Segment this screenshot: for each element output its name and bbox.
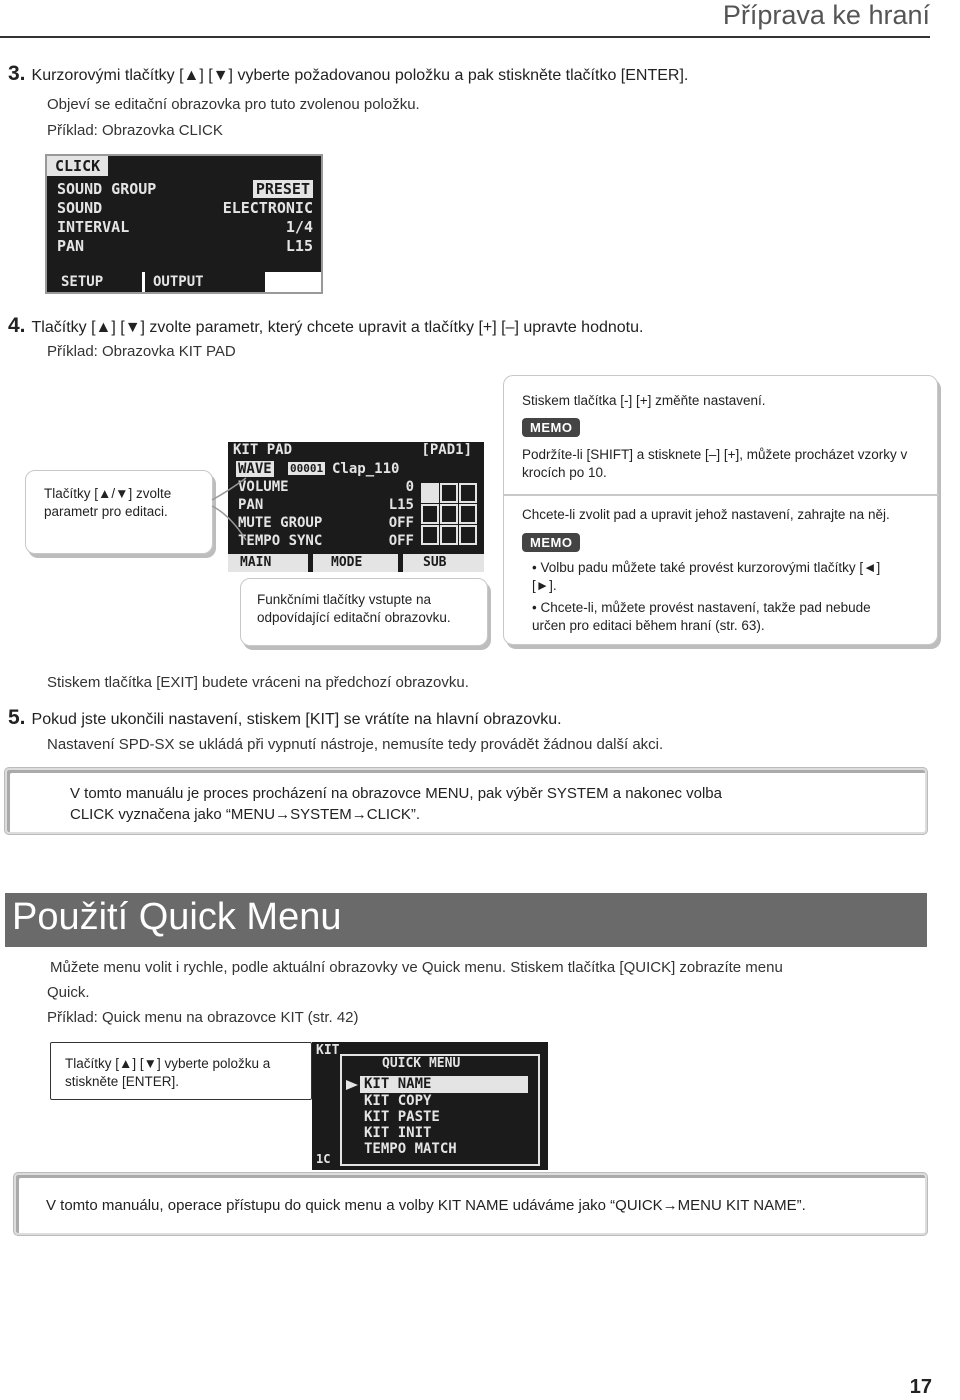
step-3-line2: Příklad: Obrazovka CLICK: [47, 122, 223, 139]
page-header-title: Příprava ke hraní: [722, 0, 930, 30]
kitpad-title: KIT PAD: [233, 442, 293, 458]
kitpad-tab-sub: SUB: [403, 554, 484, 572]
callout-select-pad-text: Chcete-li zvolit pad a upravit jehož nastavení, zahrajte na něj.: [522, 507, 890, 522]
step-5-line1: Nastavení SPD-SX se ukládá při vypnutí nástroje, nemusíte tedy provádět žádnou další akci.: [47, 736, 664, 753]
memo-badge: MEMO: [522, 418, 580, 437]
memo-bullet-2-text: Chcete-li, můžete provést nastavení, takže pad nebude určen pro editaci během hraní (str. 63).: [532, 600, 871, 634]
click-row-sound-group: [47, 180, 321, 199]
click-row-value: 1/4: [285, 218, 313, 236]
quick-item-kit-init: KIT INIT: [364, 1125, 432, 1141]
kitpad-row-label: TEMPO SYNC: [238, 533, 323, 549]
callout-function-buttons-text: Funkčními tlačítky vstupte na odpovídající editační obrazovku.: [257, 592, 451, 626]
kitpad-wave-name: Clap_110: [332, 461, 400, 477]
click-tab-output: OUTPUT: [145, 272, 265, 292]
kitpad-row-value: 0: [405, 479, 414, 495]
quick-bg-kit-label: KIT: [316, 1043, 340, 1058]
click-screen-title: CLICK: [47, 156, 108, 176]
note-box-quick-path: [14, 1173, 927, 1235]
callout-quick-select-text: Tlačítky [▲] [▼] vyberte položku a stiskněte [ENTER].: [65, 1056, 271, 1090]
callout-settings-info: [503, 375, 938, 645]
note-box-line2: CLICK vyznačena jako “MENU→SYSTEM→CLICK”.: [70, 806, 421, 823]
step-5: [8, 706, 562, 730]
click-row-interval: [47, 218, 321, 237]
quick-menu-title: QUICK MENU: [382, 1056, 461, 1071]
kitpad-row-value: OFF: [388, 533, 414, 549]
quick-side-label: 1C: [316, 1152, 331, 1166]
quick-item-kit-copy: KIT COPY: [364, 1093, 432, 1109]
pad-grid-icon: [420, 482, 480, 548]
section-line1: Můžete menu volit i rychle, podle aktuální obrazovky ve Quick menu. Stiskem tlačítka [QUICK] zobrazíte menu: [50, 959, 783, 976]
step-4: [8, 314, 643, 338]
memo-bullet-1-text: Volbu padu můžete také provést kurzorovými tlačítky [◄][►].: [532, 560, 881, 594]
callout-select-parameter: [25, 470, 213, 554]
kitpad-tab-main: MAIN: [228, 554, 308, 572]
step-5-text: Pokud jste ukončili nastavení, stiskem [KIT] se vrátíte na hlavní obrazovku.: [31, 711, 562, 728]
callout-select-parameter-text: Tlačítky [▲/▼] zvolte parametr pro editaci.: [44, 486, 172, 520]
callout-divider: [504, 494, 939, 496]
click-tab-setup: SETUP: [47, 272, 142, 292]
exit-instruction: Stiskem tlačítka [EXIT] budete vráceni na předchozí obrazovku.: [47, 674, 469, 691]
kit-pad-screen: [228, 442, 484, 572]
quick-item-kit-paste: KIT PASTE: [364, 1109, 440, 1125]
kitpad-tab-mode: MODE: [313, 554, 398, 572]
step-4-line1: Příklad: Obrazovka KIT PAD: [47, 343, 236, 360]
memo-1-text: Podržíte-li [SHIFT] a stisknete [–] [+], můžete procházet vzorky v krocích po 10.: [522, 447, 908, 481]
callout-change-settings-text: Stiskem tlačítka [-] [+] změňte nastavení.: [522, 393, 766, 408]
step-4-text: Tlačítky [▲] [▼] zvolte parametr, který chcete upravit a tlačítky [+] [–] upravte hodnotu.: [31, 319, 644, 336]
memo-badge: MEMO: [522, 533, 580, 552]
memo-bullet-2: • Chcete-li, můžete provést nastavení, takže pad nebude určen pro editaci během hraní (str. 63).: [532, 600, 871, 634]
quick-menu-popup: [340, 1054, 540, 1166]
click-row-value: ELECTRONIC: [222, 199, 313, 217]
header-divider: [0, 36, 930, 38]
kitpad-row-label: MUTE GROUP: [238, 515, 323, 531]
note-box-line1: V tomto manuálu je proces procházení na obrazovce MENU, pak výběr SYSTEM a nakonec volba: [70, 785, 722, 802]
kitpad-wave-label: WAVE: [238, 461, 272, 477]
quick-item-kit-name: KIT NAME: [360, 1076, 528, 1093]
kitpad-pad-label: [PAD1]: [421, 442, 472, 458]
kitpad-row-value: OFF: [388, 515, 414, 531]
note-box-quick-text: V tomto manuálu, operace přístupu do quick menu a volby KIT NAME udáváme jako “QUICK→MENU KIT NAME”.: [46, 1197, 806, 1214]
kitpad-row-wave: [228, 461, 484, 478]
kitpad-row-label: PAN: [238, 497, 264, 513]
click-row-label: PAN: [57, 237, 85, 255]
note-box-menu-path: [5, 768, 927, 834]
step-3-text: Kurzorovými tlačítky [▲] [▼] vyberte požadovanou položku a pak stiskněte tlačítko [ENTER].: [31, 67, 689, 84]
page-number: 17: [909, 1376, 932, 1398]
step-3-line1: Objeví se editační obrazovka pro tuto zvolenou položku.: [47, 96, 420, 113]
section-title: Použití Quick Menu: [12, 896, 342, 938]
callout-connector: [210, 470, 250, 550]
click-row-value: L15: [285, 237, 313, 255]
step-3: [8, 62, 688, 86]
quick-menu-screen: [312, 1042, 548, 1170]
step-4-number: 4.: [8, 314, 26, 337]
click-screen: [45, 154, 323, 294]
step-3-number: 3.: [8, 62, 26, 85]
kitpad-row-label: VOLUME: [238, 479, 289, 495]
kitpad-wave-number: 00001: [290, 462, 324, 475]
click-row-value: PRESET: [253, 180, 313, 198]
click-row-label: SOUND GROUP: [57, 180, 157, 198]
step-5-number: 5.: [8, 706, 26, 729]
callout-quick-select: [50, 1042, 312, 1100]
click-row-sound: [47, 199, 321, 218]
click-row-label: SOUND: [57, 199, 103, 217]
click-row-label: INTERVAL: [57, 218, 130, 236]
callout-function-buttons: [240, 578, 488, 646]
quick-item-tempo-match: TEMPO MATCH: [364, 1141, 457, 1157]
section-line3: Příklad: Quick menu na obrazovce KIT (str. 42): [47, 1009, 359, 1026]
memo-bullet-1: • Volbu padu můžete také provést kurzorovými tlačítky [◄][►].: [532, 560, 881, 594]
kitpad-row-value: L15: [388, 497, 414, 513]
cursor-arrow-icon: [344, 1078, 360, 1092]
click-row-pan: [47, 237, 321, 256]
section-line2: Quick.: [47, 984, 90, 1001]
